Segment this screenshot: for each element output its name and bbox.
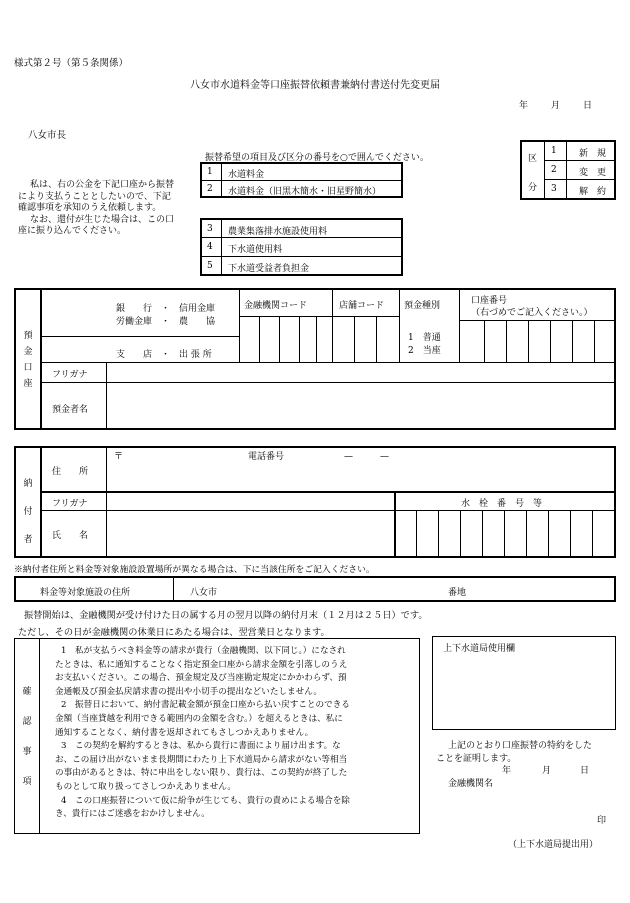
account-number-note: （右づめでご記入ください。） xyxy=(471,308,593,318)
postal-mark: 〒 xyxy=(114,452,124,462)
payer-name-label: 氏 名 xyxy=(52,531,89,541)
start-note-line2: ただし、その日が金融機関の休業日にあたる場合は、翌営業日となります。 xyxy=(18,627,330,638)
intro-line: 確認事項を承知のうえ依頼します。 xyxy=(18,203,162,214)
intro-paragraph xyxy=(18,180,175,238)
confirmation-box xyxy=(14,638,420,834)
account-type-current[interactable]: 2 当座 xyxy=(408,346,441,356)
payer-section xyxy=(14,446,616,558)
phone-label: 電話番号 xyxy=(248,452,285,462)
branch-types: 支 店 ・ 出 張 所 xyxy=(116,350,212,360)
category-change: 変 更 xyxy=(579,168,607,178)
facility-address-label: 料金等対象施設の住所 xyxy=(40,588,131,598)
certification-line2: ことを証明します。 xyxy=(436,754,517,764)
deposit-side-label: 預 金 口 座 xyxy=(23,331,33,389)
office-use-box xyxy=(432,636,616,730)
start-note-line1: 振替開始は、金融機関が受け付けた日の属する月の翌月以降の納付月末（１２月は２５日）です。 xyxy=(24,610,428,621)
intro-line: 座に振り込んでください。 xyxy=(18,226,127,237)
holder-name-label: 預金者名 xyxy=(52,405,89,415)
item-number[interactable]: 4 xyxy=(207,242,213,252)
facility-banchi: 番地 xyxy=(448,588,467,598)
bank-name-label: 金融機関名 xyxy=(448,779,494,789)
phone-dashes: — — xyxy=(344,452,390,462)
item-label: 下水道使用料 xyxy=(228,245,283,255)
office-date-day: 日 xyxy=(580,766,590,776)
account-type-ordinary[interactable]: 1 普通 xyxy=(408,333,441,343)
intro-line: なお、還付が生じた場合は、この口 xyxy=(30,214,175,225)
certification-line1: 上記のとおり口座振替の特約をした xyxy=(448,741,593,751)
category-new: 新 規 xyxy=(579,149,607,159)
item-number[interactable]: 5 xyxy=(207,261,213,271)
deposit-furigana-label: フリガナ xyxy=(52,370,88,380)
items-group-1 xyxy=(200,162,403,198)
intro-line: 私は、右の公金を下記口座から振替 xyxy=(30,180,175,190)
facility-note: ※納付者住所と料金等対象施設設置場所が異なる場合は、下に当該住所をご記入ください。 xyxy=(14,565,375,575)
category-label: 分 xyxy=(528,183,538,193)
category-cancel: 解 約 xyxy=(579,187,607,197)
account-type-label: 預金種別 xyxy=(404,301,441,311)
category-label: 区 xyxy=(528,154,538,164)
addressee: 八女市長 xyxy=(28,130,67,141)
payer-side-label: 納 付 者 xyxy=(23,479,33,545)
meter-number-label: 水 栓 番 号 等 xyxy=(461,499,543,509)
branch-code-label: 店舗コード xyxy=(339,301,385,311)
address-label: 住 所 xyxy=(52,467,89,477)
item-label: 水道料金 xyxy=(228,170,265,180)
office-date-year: 年 xyxy=(502,766,512,776)
confirmation-text: 1 私が支払うべき料金等の請求が貴行（金融機関、以下同じ。）になされ たときは、私に通知することなく指定預金口座から請求金額を引落しのうえ お支払いください。この場合、預金規定及び当座勘定規定にかかわらず、預 金通帳及び預金払戻請求書の提出や小切手の提出などいたしません。 2 振替日において、納付書記載金額が預金口座から払い戻すことのできる 金額（当座貸越を利用できる範囲内の金額を含む。）を超えるときは、私に 通知することなく、納付書を返却されてもさしつかえありません。 3 この契約を解約するときは、私から貴行に書面により届け出ます。な お、この届け出がないまま長期間にわたり上下水道局から請求がない等相当 の事由があるときは、特に申出をしない限り、貴行は、この契約が終了した ものとして取り扱ってさしつかえありません。 4 この口座振替について仮に紛争が生じても、貴行の責めによる場合を除 き、貴行にはご迷惑をおかけしません。 xyxy=(55,646,350,820)
seal-mark: 印 xyxy=(597,816,607,826)
form-number: 様式第２号（第５条関係） xyxy=(14,58,129,69)
document-title: 八女市水道料金等口座振替依頼書兼納付書送付先変更届 xyxy=(190,80,440,91)
intro-line: により支払うこととしたいので、下記 xyxy=(18,191,171,202)
item-number[interactable]: 1 xyxy=(207,167,213,177)
category-box xyxy=(520,140,616,200)
office-date-month: 月 xyxy=(542,766,552,776)
account-number-label: 口座番号 xyxy=(471,296,508,306)
item-label: 下水道受益者負担金 xyxy=(228,264,310,274)
instruction-text: 振替希望の項目及び区分の番号を○で囲んでください。 xyxy=(205,153,429,163)
category-number[interactable]: 3 xyxy=(551,184,557,194)
header-date-year: 年 xyxy=(519,101,529,111)
category-number[interactable]: 2 xyxy=(551,165,557,175)
facility-city: 八女市 xyxy=(190,588,218,598)
office-use-title: 上下水道局使用欄 xyxy=(443,644,516,654)
item-number[interactable]: 2 xyxy=(207,184,213,194)
item-number[interactable]: 3 xyxy=(207,224,213,234)
header-date-month: 月 xyxy=(551,101,561,111)
header-date-day: 日 xyxy=(583,101,593,111)
submission-footer: （上下水道局提出用） xyxy=(508,840,599,850)
item-label: 水道料金（旧黒木簡水・旧星野簡水） xyxy=(228,187,382,197)
bank-types-line1: 銀 行 ・ 信用金庫 xyxy=(116,304,216,314)
item-label: 農業集落排水施設使用料 xyxy=(228,227,328,237)
items-group-2 xyxy=(200,218,403,276)
deposit-account-section xyxy=(14,288,616,430)
facility-address-box xyxy=(14,576,616,602)
payer-furigana-label: フリガナ xyxy=(52,499,88,509)
category-number[interactable]: 1 xyxy=(551,146,557,156)
confirm-side-label: 確 認 事 項 xyxy=(22,687,32,787)
bank-code-label: 金融機関コード xyxy=(244,301,308,311)
bank-types-line2: 労働金庫 ・ 農 協 xyxy=(116,317,216,327)
